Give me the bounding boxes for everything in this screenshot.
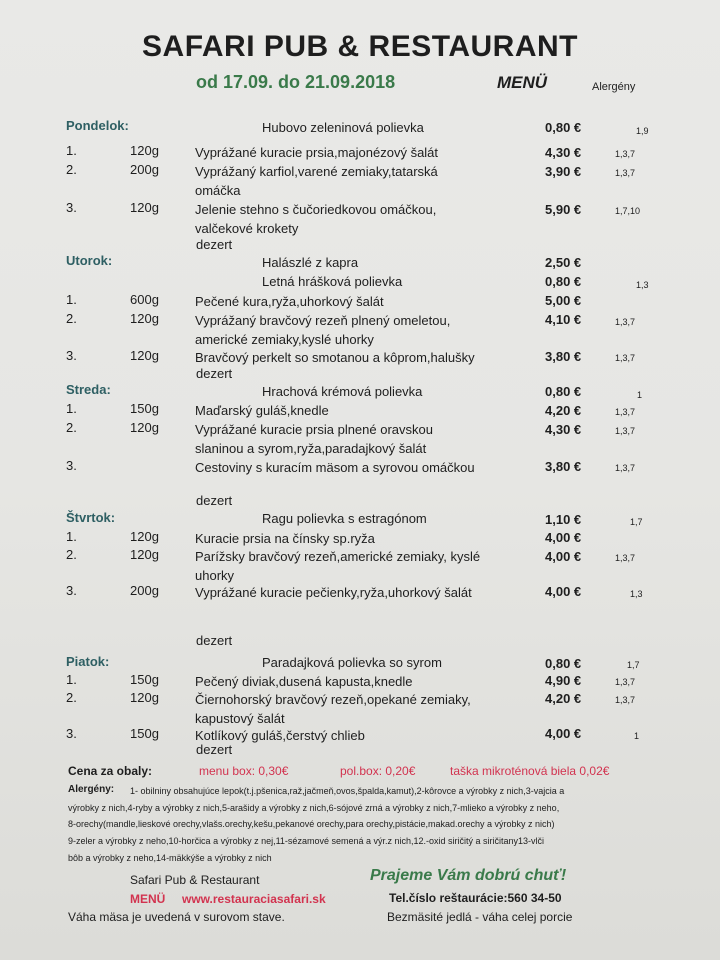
dish-number: 3. <box>66 458 77 473</box>
dish-name: Bravčový perkelt so smotanou a kôprom,halušky <box>195 350 475 365</box>
soup-price: 1,10 € <box>545 512 582 527</box>
dish-number: 1. <box>66 292 77 307</box>
dessert: dezert <box>196 493 233 508</box>
menu-heading: MENÜ <box>497 73 548 92</box>
dish-weight: 120g <box>130 200 159 215</box>
dish-allergens: 1,3,7 <box>615 677 636 687</box>
dish-weight: 120g <box>130 690 159 705</box>
dish-weight: 120g <box>130 547 159 562</box>
dish-allergens: 1,3,7 <box>615 353 636 363</box>
dish-name: Kotlíkový guláš,čerstvý chlieb <box>195 728 365 743</box>
allergens-line: 9-zeler a výrobky z neho,10-horčica a výrobky z nej,11-sézamové semená a výr.z nich,12.-oxid siričitý a siričitany13-vlči <box>68 836 545 846</box>
soup-monday: Hubovo zeleninová polievka <box>262 120 424 135</box>
date-range: od 17.09. do 21.09.2018 <box>196 72 396 92</box>
dish-price: 3,80 € <box>545 349 582 364</box>
dish-allergens: 1,3,7 <box>615 317 636 327</box>
dish-allergens: 1,3 <box>630 589 643 599</box>
dish-price: 4,20 € <box>545 691 582 706</box>
day-monday: Pondelok: <box>66 118 129 133</box>
soup-price: 0,80 € <box>545 274 582 289</box>
day-friday: Piatok: <box>66 654 110 669</box>
dish-number: 3. <box>66 726 77 741</box>
allergens-line: výrobky z nich,4-ryby a výrobky z nich,5-arašidy a výrobky z nich,6-sójové zrná a výrobky z nich,7-mlieko a výrobky z neho, <box>68 803 560 813</box>
dish-price: 4,00 € <box>545 549 582 564</box>
dish-name: Čiernohorský bravčový rezeň,opekané zemiaky, kapustový šalát <box>195 692 471 726</box>
bag-price: taška mikroténová biela 0,02€ <box>450 764 610 778</box>
dish-price: 4,00 € <box>545 530 582 545</box>
dish-allergens: 1,7,10 <box>615 206 641 216</box>
dish-number: 3. <box>66 348 77 363</box>
dish-price: 4,00 € <box>545 726 582 741</box>
dish-allergens: 1,3,7 <box>615 149 636 159</box>
dish-weight: 120g <box>130 529 159 544</box>
bon-appetit-message: Prajeme Vám dobrú chuť! <box>370 867 567 884</box>
dish-number: 2. <box>66 162 77 177</box>
vegetarian-note: Bezmäsité jedlá - váha celej porcie <box>387 910 573 924</box>
dish-price: 4,10 € <box>545 312 582 327</box>
dish-weight: 120g <box>130 143 159 158</box>
day-wednesday: Streda: <box>66 382 111 397</box>
soup-price: 0,80 € <box>545 120 582 135</box>
dish-number: 2. <box>66 690 77 705</box>
dish-price: 3,90 € <box>545 164 582 179</box>
dish-number: 2. <box>66 420 77 435</box>
dish-name: Vyprážané kuracie prsia,majonézový šalát <box>195 145 439 160</box>
dish-name: Maďarský guláš,knedle <box>195 403 329 418</box>
footer-menu-label: MENÜ <box>130 892 166 906</box>
page-title: SAFARI PUB & RESTAURANT <box>142 30 578 63</box>
dish-price: 4,30 € <box>545 422 582 437</box>
dish-name: Cestoviny s kuracím mäsom a syrovou omáčkou <box>195 460 475 475</box>
dish-weight: 120g <box>130 348 159 363</box>
allergens-label: Alergény: <box>68 784 115 795</box>
allergens-column-heading: Alergény <box>592 81 636 93</box>
allergens-line: 1- obilniny obsahujúce lepok(t.j.pšenica,raž,jačmeň,ovos,špalda,kamut),2-kôrovce a výrobky z nich,3-vajcia a <box>130 786 565 796</box>
dish-name: Kuracie prsia na čínsky sp.ryža <box>195 531 375 546</box>
dish-price: 4,00 € <box>545 584 582 599</box>
dessert: dezert <box>196 237 233 252</box>
weight-note: Váha mäsa je uvedená v surovom stave. <box>68 910 285 924</box>
dessert: dezert <box>196 742 233 757</box>
allergens-line: bôb a výrobky z neho,14-mäkkýše a výrobky z nich <box>68 853 272 863</box>
dish-name: Vyprážaný karfiol,varené zemiaky,tatarská omáčka <box>195 164 438 198</box>
soup-price: 0,80 € <box>545 656 582 671</box>
dish-allergens: 1,3,7 <box>615 695 636 705</box>
day-thursday: Štvrtok: <box>66 510 116 525</box>
dish-allergens: 1,3,7 <box>615 463 636 473</box>
menu-box-price: menu box: 0,30€ <box>199 764 289 778</box>
soup-wednesday: Hrachová krémová polievka <box>262 384 423 399</box>
soup-allergens: 1,9 <box>636 126 649 136</box>
dish-name: Vyprážané kuracie pečienky,ryža,uhorkový šalát <box>195 585 472 600</box>
dish-price: 4,20 € <box>545 403 582 418</box>
dish-number: 3. <box>66 583 77 598</box>
half-box-price: pol.box: 0,20€ <box>340 764 416 778</box>
dish-name: Jelenie stehno s čučoriedkovou omáčkou, valčekové krokety <box>195 202 437 236</box>
extra-price: 2,50 € <box>545 255 582 270</box>
website-link[interactable]: www.restauraciasafari.sk <box>182 892 326 906</box>
footer-restaurant-name: Safari Pub & Restaurant <box>130 873 260 887</box>
allergens-line: 8-orechy(mandle,lieskové orechy,vlašs.orechy,kešu,pekanové orechy,para orechy,pistácie,makad.orechy a výrobky z nich) <box>68 819 555 829</box>
restaurant-phone: Tel.číslo reštaurácie:560 34-50 <box>389 891 562 905</box>
dish-number: 1. <box>66 143 77 158</box>
dish-allergens: 1,3,7 <box>615 553 636 563</box>
dish-allergens: 1,3,7 <box>615 426 636 436</box>
dish-name: Parížsky bravčový rezeň,americké zemiaky, kyslé uhorky <box>195 549 481 583</box>
dish-price: 5,00 € <box>545 293 582 308</box>
dessert: dezert <box>196 366 233 381</box>
soup-allergens: 1 <box>637 390 643 400</box>
dish-number: 1. <box>66 401 77 416</box>
dish-price: 3,80 € <box>545 459 582 474</box>
packaging-label: Cena za obaly: <box>68 764 153 778</box>
soup-allergens: 1,3 <box>636 280 649 290</box>
dish-price: 4,30 € <box>545 145 582 160</box>
dish-weight: 150g <box>130 672 159 687</box>
dish-weight: 120g <box>130 311 159 326</box>
dish-name: Vyprážaný bravčový rezeň plnený omeletou, americké zemiaky,kyslé uhorky <box>195 313 451 347</box>
dish-price: 4,90 € <box>545 673 582 688</box>
dish-name: Vyprážané kuracie prsia plnené oravskou slaninou a syrom,ryža,paradajkový šalát <box>195 422 433 456</box>
soup-thursday: Ragu polievka s estragónom <box>262 511 427 526</box>
dish-price: 5,90 € <box>545 202 582 217</box>
dish-weight: 150g <box>130 726 159 741</box>
soup-tuesday: Letná hrášková polievka <box>262 274 403 289</box>
soup-friday: Paradajková polievka so syrom <box>262 655 442 670</box>
soup-allergens: 1,7 <box>627 660 640 670</box>
dish-weight: 150g <box>130 401 159 416</box>
dish-number: 1. <box>66 529 77 544</box>
extra-dish: Halászlé z kapra <box>262 255 359 270</box>
dish-weight: 200g <box>130 162 159 177</box>
dish-allergens: 1,3,7 <box>615 407 636 417</box>
dish-weight: 600g <box>130 292 159 307</box>
dish-number: 2. <box>66 547 77 562</box>
dish-allergens: 1,3,7 <box>615 168 636 178</box>
dish-name: Pečené kura,ryža,uhorkový šalát <box>195 294 384 309</box>
dish-weight: 200g <box>130 583 159 598</box>
day-tuesday: Utorok: <box>66 253 113 268</box>
dish-number: 2. <box>66 311 77 326</box>
soup-price: 0,80 € <box>545 384 582 399</box>
dessert: dezert <box>196 633 233 648</box>
dish-number: 1. <box>66 672 77 687</box>
dish-weight: 120g <box>130 420 159 435</box>
soup-allergens: 1,7 <box>630 517 643 527</box>
dish-name: Pečený diviak,dusená kapusta,knedle <box>195 674 413 689</box>
dish-allergens: 1 <box>634 731 640 741</box>
dish-number: 3. <box>66 200 77 215</box>
